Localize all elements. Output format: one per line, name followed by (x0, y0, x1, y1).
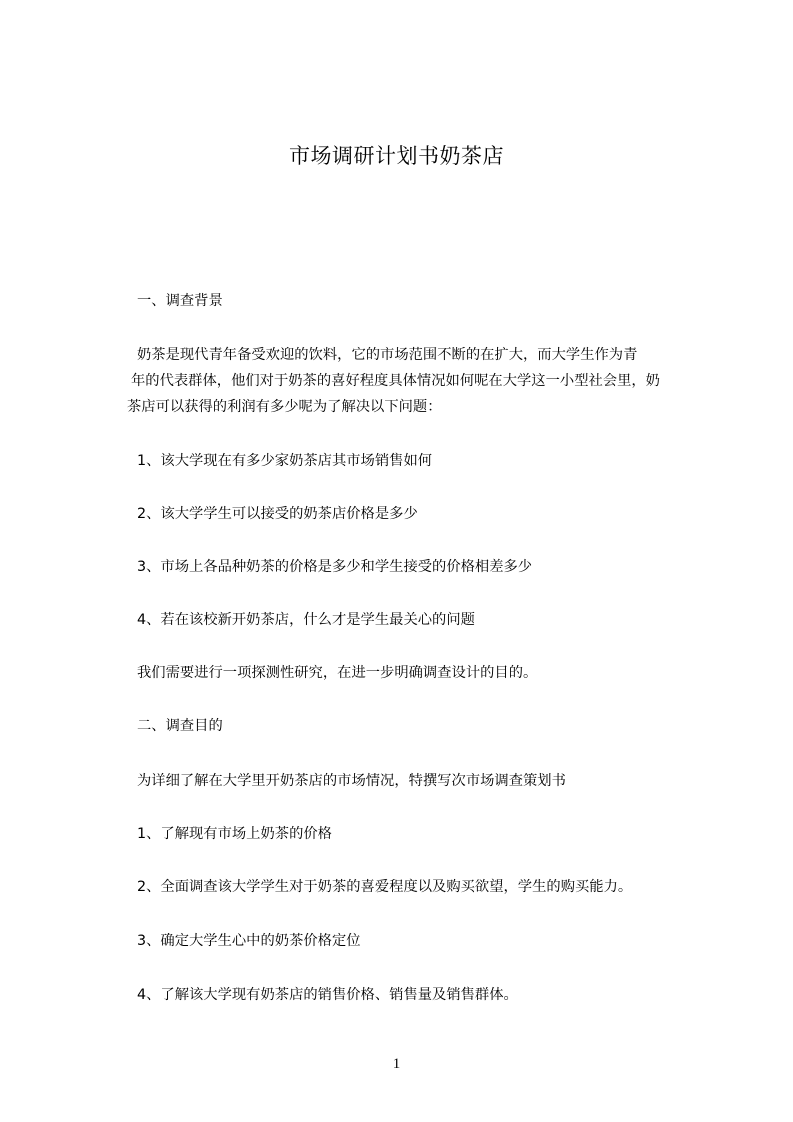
purpose-intro: 为详细了解在大学里开奶茶店的市场情况，特撰写次市场调查策划书 (137, 773, 566, 789)
page-number: 1 (392, 1056, 401, 1072)
list-item: 3、市场上各品种奶茶的价格是多少和学生接受的价格相差多少 (137, 559, 533, 575)
list-item: 3、确定大学生心中的奶茶价格定位 (137, 933, 361, 949)
list-item: 2、全面调查该大学学生对于奶茶的喜爱程度以及购买欲望，学生的购买能力。 (137, 879, 633, 895)
paragraph-line: 茶店可以获得的利润有多少呢为了解决以下问题： (127, 399, 442, 415)
list-item: 4、了解该大学现有奶茶店的销售价格、销售量及销售群体。 (137, 987, 518, 1003)
list-item: 4、若在该校新开奶茶店，什么才是学生最关心的问题 (137, 612, 475, 628)
section-heading-purpose: 二、调查目的 (137, 718, 223, 734)
background-closing: 我们需要进行一项探测性研究，在进一步明确调查设计的目的。 (137, 665, 538, 681)
list-item: 1、该大学现在有多少家奶茶店其市场销售如何 (137, 453, 433, 469)
list-item: 2、该大学学生可以接受的奶茶店价格是多少 (137, 506, 418, 522)
paragraph-line: 奶茶是现代青年备受欢迎的饮料，它的市场范围不断的在扩大，而大学生作为青 (137, 347, 638, 363)
paragraph-line: 年的代表群体，他们对于奶茶的喜好程度具体情况如何呢在大学这一小型社会里，奶 (131, 373, 660, 389)
list-item: 1、了解现有市场上奶茶的价格 (137, 826, 332, 842)
section-heading-background: 一、调查背景 (137, 293, 223, 309)
background-paragraph (127, 342, 679, 420)
document-title: 市场调研计划书奶茶店 (289, 144, 504, 168)
